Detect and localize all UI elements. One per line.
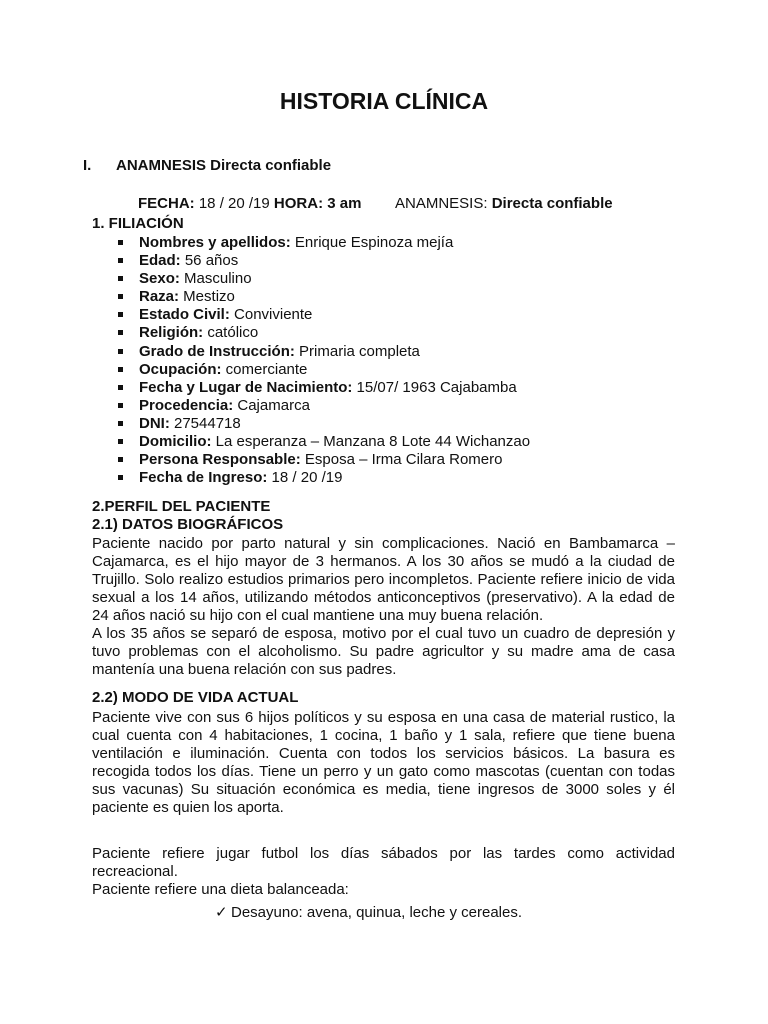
item-label: Estado Civil:: [139, 306, 230, 324]
item-value: Esposa – Irma Cilara Romero: [300, 451, 503, 469]
biograficos-paragraph-1: Paciente nacido por parto natural y sin complicaciones. Nació en Bambamarca – Cajamarca, es el hijo mayor de 3 hermanos. A los 30 años se mudó a la ciudad de Trujillo. Solo realizo estudios primarios pero incompletos. Paciente refiere inicio de vida sexual a los 14 años, utilizando métodos anticonceptivos (preservativo). A la edad de 24 años nació su hijo con el cual mantiene una muy buena relación.: [92, 535, 675, 624]
item-label: Religión:: [139, 324, 204, 342]
modo-vida-paragraph-3: Paciente refiere una dieta balanceada:: [92, 881, 349, 898]
list-item: [110, 270, 530, 288]
fecha-line: [138, 195, 361, 213]
list-item: [110, 343, 530, 361]
modo-vida-text: [92, 709, 675, 817]
item-value: Enrique Espinoza mejía: [290, 234, 454, 251]
biograficos-paragraph-2: A los 35 años se separó de esposa, motivo por el cual tuvo un cuadro de depresión y tuvo problemas con el alcoholismo. Su padre agricultor y su madre ama de casa mantenía una buena relación con sus padres.: [92, 625, 675, 678]
modo-vida-heading: 2.2) MODO DE VIDA ACTUAL: [92, 689, 299, 706]
list-item: [110, 433, 530, 451]
item-value: La esperanza – Manzana 8 Lote 44 Wichanzao: [211, 433, 531, 451]
biograficos-heading: 2.1) DATOS BIOGRÁFICOS: [92, 516, 284, 533]
document-title: HISTORIA CLÍNICA: [279, 88, 489, 114]
fecha-label: FECHA:: [138, 195, 195, 212]
item-value: Cajamarca: [233, 396, 310, 414]
item-value: 15/07/ 1963 Cajabamba: [352, 378, 517, 396]
list-item: [110, 415, 530, 433]
list-item: [110, 288, 530, 306]
item-value: católico: [203, 324, 259, 342]
bullet-icon: [118, 240, 123, 245]
filiacion-list: [110, 234, 530, 487]
bullet-icon: [118, 421, 123, 426]
biograficos-text: [92, 535, 675, 679]
item-label: Persona Responsable:: [139, 451, 301, 469]
item-value: 56 años: [180, 252, 239, 270]
perfil-heading: 2.PERFIL DEL PACIENTE: [92, 498, 271, 515]
item-label: Edad:: [139, 252, 181, 270]
item-label: Raza:: [139, 288, 180, 306]
checkmark-icon: ✓: [215, 904, 228, 921]
list-item: [110, 306, 530, 324]
section-1-numeral: I.: [83, 157, 92, 174]
item-label: Nombres y apellidos:: [139, 234, 291, 251]
anamnesis-value: Directa confiable: [491, 195, 613, 212]
filiacion-heading: 1. FILIACIÓN: [92, 215, 184, 232]
item-label: Procedencia:: [139, 396, 234, 414]
bullet-icon: [118, 475, 123, 480]
list-item: [110, 234, 530, 252]
item-value: comerciante: [221, 360, 308, 378]
item-label: Fecha y Lugar de Nacimiento:: [139, 378, 353, 396]
modo-vida-paragraph-1: Paciente vive con sus 6 hijos políticos y su esposa en una casa de material rustico, la cual cuenta con 4 habitaciones, 1 cocina, 1 baño y 1 sala, refiere que tiene buena ventilación e iluminación. Cuenta con todos los servicios básicos. La basura es recogida todos los días. Tiene un perro y un gato como mascotas (cuentan con todas sus vacunas) Su situación económica es media, tiene ingresos de 3000 soles y él paciente es quien los aporta.: [92, 709, 675, 816]
anamnesis-label: ANAMNESIS:: [395, 195, 488, 212]
bullet-icon: [118, 349, 123, 354]
bullet-icon: [118, 330, 123, 335]
list-item: [110, 469, 530, 487]
section-1-heading: [83, 157, 332, 175]
anamnesis-line: [395, 195, 613, 213]
list-item: [110, 451, 530, 469]
item-value: 18 / 20 /19: [267, 469, 343, 487]
item-label: Ocupación:: [139, 360, 222, 378]
section-1-title: ANAMNESIS Directa confiable: [116, 157, 332, 174]
item-label: Grado de Instrucción:: [139, 342, 295, 360]
dieta-item: [215, 904, 522, 922]
fecha-value: 18 / 20 /19: [194, 195, 274, 212]
item-value: Mestizo: [179, 288, 235, 306]
list-item: [110, 252, 530, 270]
hora-label: HORA: 3 am: [273, 195, 362, 212]
item-value: 27544718: [169, 414, 241, 432]
list-item: [110, 397, 530, 415]
list-item: [110, 379, 530, 397]
item-label: Sexo:: [139, 270, 180, 288]
list-item: [110, 324, 530, 342]
item-value: Masculino: [179, 270, 252, 288]
bullet-icon: [118, 258, 123, 263]
bullet-icon: [118, 439, 123, 444]
bullet-icon: [118, 312, 123, 317]
actividad-text: [92, 845, 675, 899]
item-label: Domicilio:: [139, 433, 212, 451]
item-value: Primaria completa: [294, 342, 420, 360]
bullet-icon: [118, 403, 123, 408]
item-label: DNI:: [139, 414, 170, 432]
list-item: [110, 361, 530, 379]
bullet-icon: [118, 294, 123, 299]
bullet-icon: [118, 367, 123, 372]
item-value: Conviviente: [229, 306, 313, 324]
bullet-icon: [118, 457, 123, 462]
dieta-item-text: Desayuno: avena, quinua, leche y cereales.: [231, 904, 523, 921]
bullet-icon: [118, 385, 123, 390]
modo-vida-paragraph-2: Paciente refiere jugar futbol los días sábados por las tardes como actividad recreacional.: [92, 845, 675, 880]
bullet-icon: [118, 276, 123, 281]
item-label: Fecha de Ingreso:: [139, 469, 268, 487]
